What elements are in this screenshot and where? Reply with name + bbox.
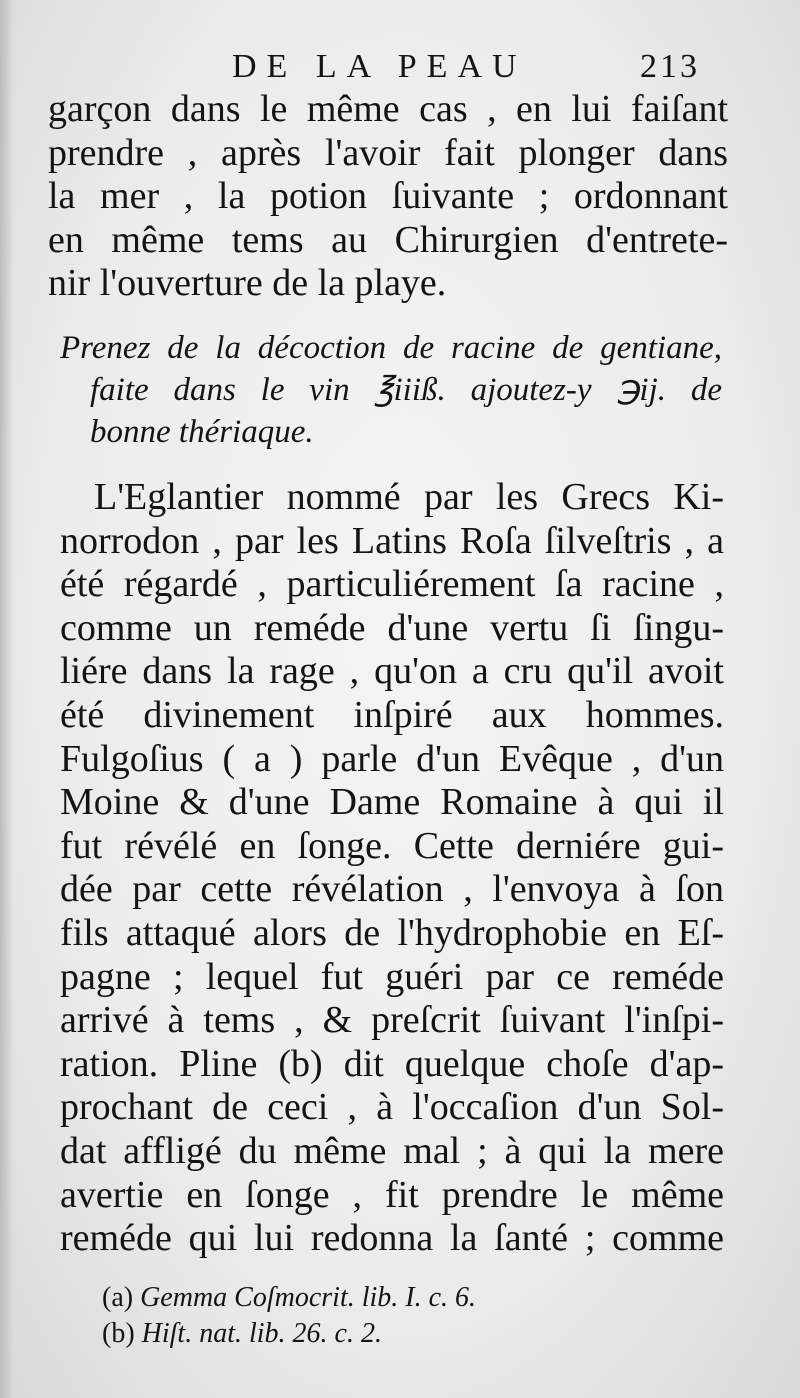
page-number: 213: [640, 48, 700, 85]
text-line: dée par cette révélation , l'envoya à ſon: [60, 868, 724, 911]
recipe-block: [60, 327, 722, 453]
footnote-mark: (b): [102, 1318, 135, 1349]
text-line: ration. Pline (b) dit quelque choſe d'ap-: [60, 1042, 724, 1085]
text-line: en même tems au Chirurgien d'entrete-: [48, 218, 728, 261]
footnote-b: [102, 1316, 602, 1352]
text-line: garçon dans le même cas , en lui faiſant: [48, 88, 728, 130]
text-line: nir l'ouverture de la playe.: [48, 262, 447, 305]
footnote-text: Gemma Coſmocrit. lib. I. c. 6.: [140, 1282, 477, 1313]
text-line: fut révélé en ſonge. Cette derniére gui-: [60, 824, 724, 867]
text-line: norrodon , par les Latins Roſa ſilveſtris , a: [60, 519, 724, 562]
text-line: dat affligé du même mal ; à qui la mere: [60, 1129, 724, 1172]
text-line: fils attaqué alors de l'hydrophobie en Eſ-: [60, 911, 724, 954]
text-line: comme un reméde d'une vertu ſi ſingu-: [60, 606, 724, 649]
text-line: été régardé , particuliérement ſa racine ,: [60, 563, 724, 606]
text-line: reméde qui lui redonna la ſanté ; comme: [60, 1217, 724, 1260]
text-line: la mer , la potion ſuivante ; ordonnant: [48, 175, 728, 218]
text-line: L'Eglantier nommé par les Grecs Ki-: [94, 476, 724, 518]
text-line: Moine & d'une Dame Romaine à qui il: [60, 781, 724, 824]
text-line: pagne ; lequel fut guéri par ce reméde: [60, 955, 724, 998]
text-line: prendre , après l'avoir fait plonger dans: [48, 131, 728, 174]
text-line: Fulgoſius ( a ) parle d'un Evêque , d'un: [60, 737, 724, 780]
running-head: DE LA PEAU: [232, 48, 527, 85]
text-line: arrivé à tems , & preſcrit ſuivant l'inſpi-: [60, 999, 724, 1042]
recipe-line: Prenez de la décoction de racine de gentiane,: [60, 330, 722, 366]
footnote-a: [102, 1280, 602, 1316]
recipe-line: bonne thériaque.: [90, 414, 314, 450]
page-gutter-shadow: [0, 0, 14, 1398]
paragraph-2: [60, 476, 724, 1261]
footnote-text: Hiſt. nat. lib. 26. c. 2.: [141, 1318, 382, 1349]
text-line: prochant de ceci , à l'occaſion d'un Sol-: [60, 1086, 724, 1129]
paragraph-1: [48, 88, 728, 306]
footnote-mark: (a): [102, 1282, 134, 1313]
recipe-line: faite dans le vin ℥iiiß. ajoutez-y ℈ij. de: [90, 372, 722, 408]
text-line: avertie en ſonge , fit prendre le même: [60, 1173, 724, 1216]
text-line: été divinement inſpiré aux hommes.: [60, 693, 724, 736]
footnotes: [102, 1280, 602, 1352]
text-line: liére dans la rage , qu'on a cru qu'il avoit: [60, 650, 724, 693]
